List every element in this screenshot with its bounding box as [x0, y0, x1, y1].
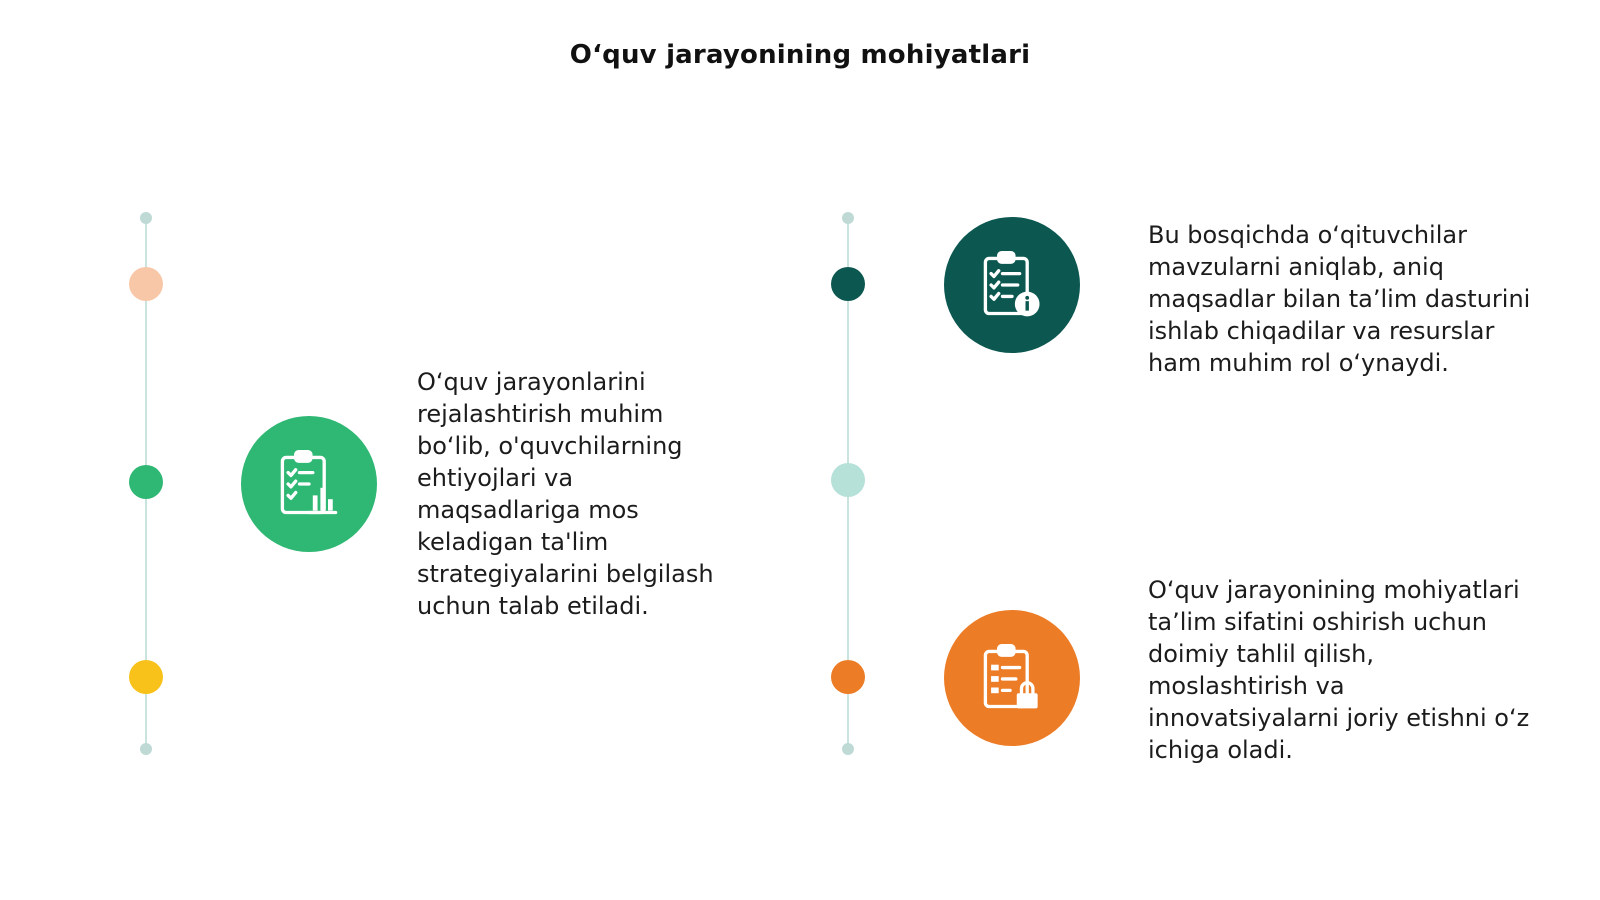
- icon-circle-dark-teal: [944, 217, 1080, 353]
- timeline-end-dot: [842, 212, 854, 224]
- clipboard-chart-icon: [271, 446, 347, 522]
- clipboard-info-icon: [974, 247, 1050, 323]
- timeline-dot-yellow: [129, 660, 163, 694]
- timeline-end-dot: [140, 743, 152, 755]
- item-description: O‘quv jarayonlarini rejalashtirish muhim bo‘lib, o'quvchilarning ehtiyojlari va maqsadlariga mos keladigan ta'lim strategiyalarini belgilash uchun talab etiladi.: [417, 368, 714, 620]
- timeline-dot-orange: [831, 660, 865, 694]
- timeline-dot-dark-teal: [831, 267, 865, 301]
- item-description: O‘quv jarayonining mohiyatlari ta’lim sifatini oshirish uchun doimiy tahlil qilish, moslashtirish va innovatsiyalarni joriy etishni o‘z ichiga oladi.: [1148, 576, 1530, 764]
- icon-circle-green: [241, 416, 377, 552]
- item-description: Bu bosqichda o‘qituvchilar mavzularni aniqlab, aniq maqsadlar bilan ta’lim dasturini ishlab chiqadilar va resurslar ham muhim rol o‘ynaydi.: [1148, 221, 1531, 377]
- timeline-end-dot: [140, 212, 152, 224]
- page-title: O‘quv jarayonining mohiyatlari: [569, 40, 1031, 70]
- timeline-end-dot: [842, 743, 854, 755]
- clipboard-lock-icon: [974, 640, 1050, 716]
- icon-circle-orange: [944, 610, 1080, 746]
- timeline-dot-peach: [129, 267, 163, 301]
- timeline-dot-green: [129, 465, 163, 499]
- timeline-dot-light-teal: [831, 463, 865, 497]
